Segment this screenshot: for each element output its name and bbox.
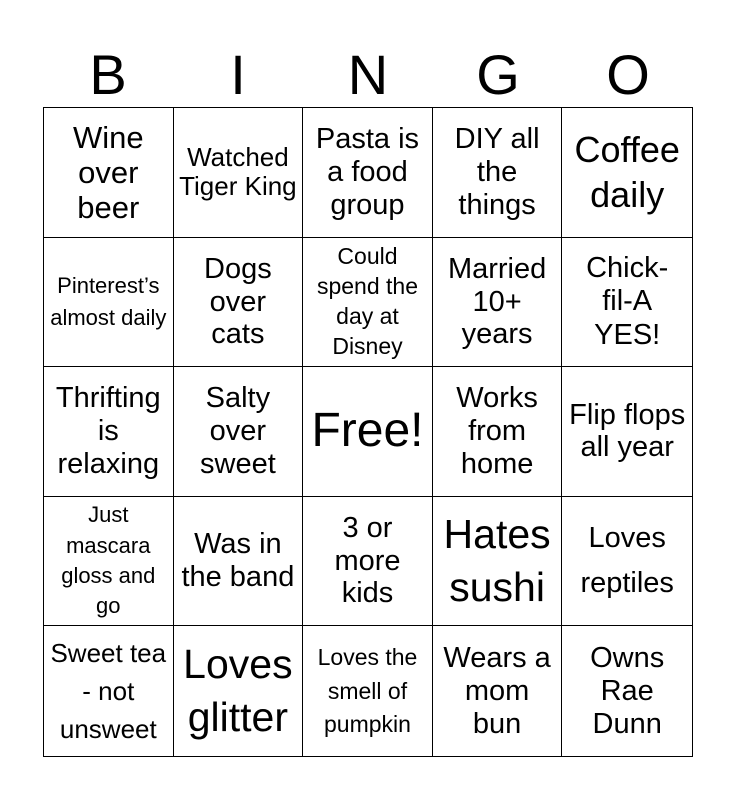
bingo-cell-text: Sweet tea - not unsweet — [50, 637, 167, 745]
bingo-cell-text: Chick-fil-A YES! — [586, 251, 669, 351]
header-letter-b: B — [89, 43, 127, 106]
bingo-cell-text: DIY all the things — [454, 123, 540, 221]
bingo-cell-r3c5[interactable] — [562, 367, 692, 497]
bingo-cell-text: Flip flops all year — [569, 398, 686, 464]
bingo-cell-r5c3[interactable] — [303, 626, 433, 756]
bingo-cell-r3c1[interactable] — [44, 367, 174, 497]
bingo-cell-r2c5[interactable] — [562, 238, 692, 368]
bingo-cell-text: Pasta is a food group — [315, 123, 420, 221]
bingo-cell-r4c1[interactable] — [44, 497, 174, 627]
bingo-cell-r3c2[interactable] — [174, 367, 304, 497]
bingo-cell-text: Wine over beer — [72, 119, 144, 225]
bingo-cell-text: Works from home — [456, 382, 538, 480]
bingo-cell-r5c2[interactable] — [174, 626, 304, 756]
bingo-cell-text: Loves reptiles — [580, 522, 674, 600]
bingo-cell-r3c4[interactable] — [433, 367, 563, 497]
bingo-cell-r2c3[interactable] — [303, 238, 433, 368]
bingo-cell-text: Free! — [311, 404, 424, 458]
bingo-cell-r1c3[interactable] — [303, 108, 433, 238]
bingo-card-grid — [43, 107, 693, 757]
bingo-cell-r1c4[interactable] — [433, 108, 563, 238]
bingo-header — [43, 42, 693, 108]
bingo-cell-text: Married 10+ years — [447, 252, 547, 351]
header-letter-g: G — [476, 43, 520, 106]
bingo-cell-text: Could spend the day at Disney — [316, 243, 418, 359]
bingo-cell-r5c4[interactable] — [433, 626, 563, 756]
bingo-cell-r1c1[interactable] — [44, 108, 174, 238]
bingo-cell-text: Thrifting is relaxing — [55, 382, 161, 480]
header-letter-n: N — [347, 43, 389, 106]
bingo-cell-text: Wears a mom bun — [443, 642, 551, 740]
header-letter-o: O — [606, 43, 650, 106]
bingo-cell-free-space[interactable] — [303, 367, 433, 497]
bingo-cell-text: Salty over sweet — [200, 382, 276, 480]
bingo-cell-r2c4[interactable] — [433, 238, 563, 368]
bingo-cell-r4c2[interactable] — [174, 497, 304, 627]
header-letter-i: I — [230, 43, 246, 106]
bingo-cell-text: Loves glitter — [183, 640, 293, 741]
bingo-cell-text: Watched Tiger King — [179, 141, 297, 202]
bingo-cell-r4c5[interactable] — [562, 497, 692, 627]
bingo-cell-text: Hates sushi — [443, 510, 551, 611]
bingo-cell-r5c5[interactable] — [562, 626, 692, 756]
bingo-cell-r1c2[interactable] — [174, 108, 304, 238]
bingo-cell-text: Was in the band — [181, 528, 295, 594]
bingo-cell-text: Coffee daily — [574, 129, 680, 216]
bingo-cell-text: Owns Rae Dunn — [590, 642, 665, 740]
bingo-cell-r2c1[interactable] — [44, 238, 174, 368]
bingo-cell-text: Loves the smell of pumpkin — [317, 644, 418, 737]
bingo-cell-r4c3[interactable] — [303, 497, 433, 627]
bingo-cell-r1c5[interactable] — [562, 108, 692, 238]
bingo-cell-text: 3 or more kids — [334, 511, 401, 610]
bingo-cell-r5c1[interactable] — [44, 626, 174, 756]
bingo-cell-text: Pinterest’s almost daily — [50, 273, 167, 330]
bingo-cell-text: Just mascara gloss and go — [61, 502, 156, 619]
bingo-cell-text: Dogs over cats — [204, 252, 272, 351]
bingo-cell-r4c4[interactable] — [433, 497, 563, 627]
bingo-cell-r2c2[interactable] — [174, 238, 304, 368]
